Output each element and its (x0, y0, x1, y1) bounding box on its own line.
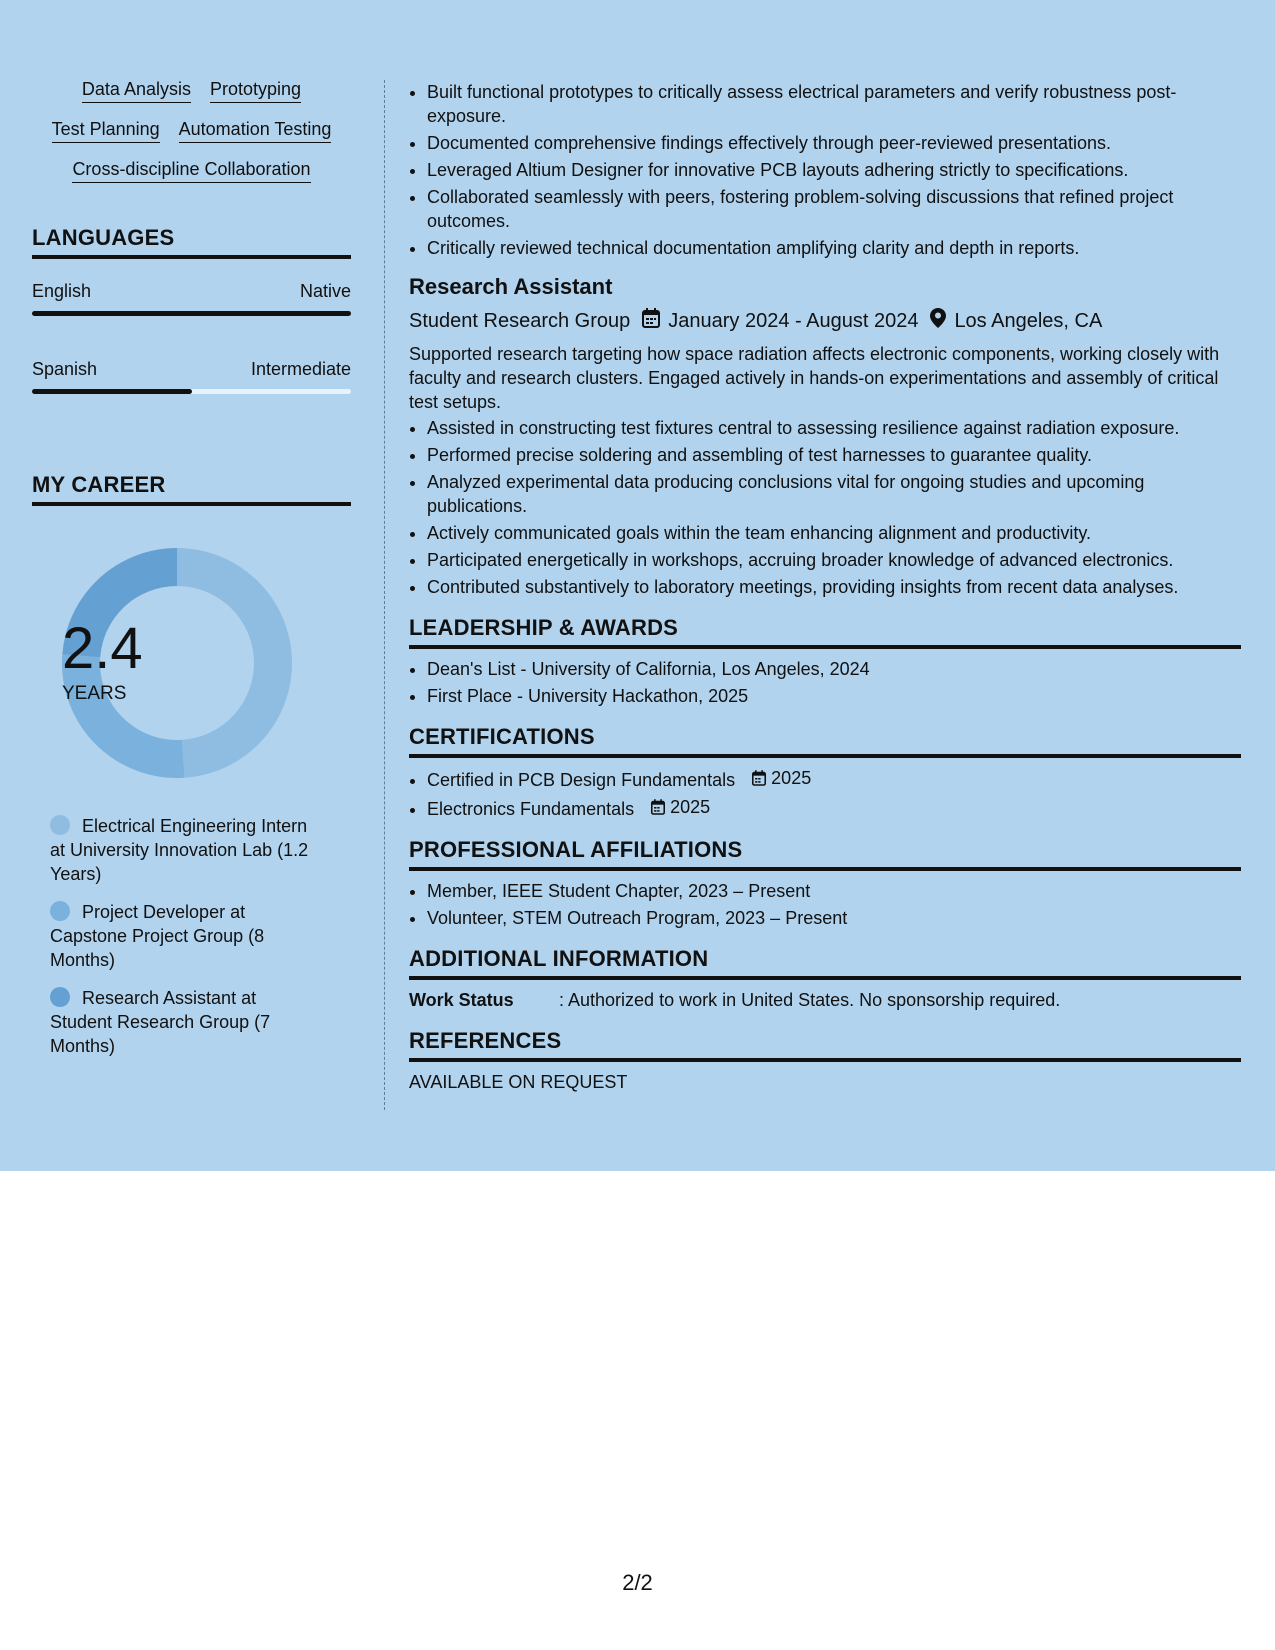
legend-dot (50, 901, 70, 921)
left-column (32, 80, 351, 1072)
certification-year: 2025 (771, 768, 812, 788)
bullet-item: • Contributed substantively to laboratory meetings, providing insights from recent data analyses. (427, 575, 1241, 599)
career-donut-chart (62, 548, 292, 778)
work-status-label: Work Status (409, 990, 514, 1010)
bullet-item: • Participated energetically in workshops, accruing broader knowledge of advanced electronics. (427, 548, 1241, 572)
work-status-value: : Authorized to work in United States. No sponsorship required. (559, 990, 1061, 1010)
skills-list (32, 80, 351, 183)
skill-tag: Automation Testing (179, 120, 332, 143)
certification-name: Certified in PCB Design Fundamentals (427, 770, 736, 790)
certification-name: Electronics Fundamentals (427, 799, 635, 819)
languages-heading: LANGUAGES (32, 225, 351, 259)
career-legend-item (50, 986, 320, 1058)
skill-tag: Data Analysis (82, 80, 191, 103)
awards-heading: LEADERSHIP & AWARDS (409, 615, 1241, 649)
language-proficiency-bar (32, 389, 351, 394)
work-status-row (409, 988, 1241, 1012)
language-proficiency-bar (32, 311, 351, 316)
references-heading: REFERENCES (409, 1028, 1241, 1062)
additional-info-heading: ADDITIONAL INFORMATION (409, 946, 1241, 980)
language-level: Intermediate (250, 359, 351, 379)
experience-bullets (409, 80, 1241, 260)
references-text: AVAILABLE ON REQUEST (409, 1072, 628, 1092)
bullet-item: • Assisted in constructing test fixtures central to assessing resilience against radiation exposure. (427, 416, 1241, 440)
language-proficiency-fill (32, 311, 351, 316)
calendar-icon (752, 770, 766, 786)
affiliation-item: • Member, IEEE Student Chapter, 2023 – Present (427, 879, 1241, 903)
career-heading: MY CAREER (32, 472, 351, 506)
job-organization: Student Research Group (409, 309, 631, 332)
certifications-heading: CERTIFICATIONS (409, 724, 1241, 758)
career-legend-item (50, 900, 320, 972)
career-total-unit: YEARS (62, 683, 127, 704)
job-meta (409, 308, 1241, 334)
column-divider (384, 80, 385, 1110)
legend-label: Electrical Engineering Intern at University Innovation Lab (1.2 Years) (50, 816, 309, 884)
affiliations-heading: PROFESSIONAL AFFILIATIONS (409, 837, 1241, 871)
skill-tag: Test Planning (52, 120, 160, 143)
career-total-value: 2.4 (62, 616, 143, 681)
awards-list (409, 657, 1241, 708)
skill-tag: Cross-discipline Collaboration (72, 160, 310, 183)
skill-tag: Prototyping (210, 80, 301, 103)
location-pin-icon (930, 308, 946, 334)
job-description: Supported research targeting how space radiation affects electronic components, working closely with faculty and research clusters. Engaged actively in hands-on experimentations and assembly of critical test setups. (409, 344, 1220, 412)
bullet-item: • Collaborated seamlessly with peers, fostering problem-solving discussions that refined project outcomes. (427, 185, 1241, 233)
bullet-item: • Critically reviewed technical documentation amplifying clarity and depth in reports. (427, 236, 1241, 260)
calendar-icon (642, 308, 660, 334)
job-location: Los Angeles, CA (954, 309, 1103, 332)
affiliations-list (409, 879, 1241, 930)
bullet-item: • Documented comprehensive findings effectively through peer-reviewed presentations. (427, 131, 1241, 155)
language-item (32, 359, 351, 394)
certification-item (427, 795, 1241, 821)
affiliation-item: • Volunteer, STEM Outreach Program, 2023 – Present (427, 906, 1241, 930)
calendar-icon (651, 799, 665, 815)
legend-label: Project Developer at Capstone Project Group (8 Months) (50, 902, 265, 970)
bullet-item: • Performed precise soldering and assembling of test harnesses to guarantee quality. (427, 443, 1241, 467)
language-name: Spanish (32, 359, 98, 379)
bullet-item: • Leveraged Altium Designer for innovative PCB layouts adhering strictly to specifications. (427, 158, 1241, 182)
bullet-item: • Analyzed experimental data producing conclusions vital for ongoing studies and upcoming publications. (427, 470, 1241, 518)
certification-year: 2025 (670, 797, 711, 817)
language-proficiency-fill (32, 389, 192, 394)
legend-dot (50, 987, 70, 1007)
job-dates: January 2024 - August 2024 (668, 309, 919, 332)
job-bullets (409, 416, 1241, 599)
legend-label: Research Assistant at Student Research Group (7 Months) (50, 988, 271, 1056)
bullet-item: • Actively communicated goals within the team enhancing alignment and productivity. (427, 521, 1241, 545)
award-item: • Dean's List - University of California, Los Angeles, 2024 (427, 657, 1241, 681)
language-item (32, 281, 351, 316)
language-name: English (32, 281, 92, 301)
right-column (409, 80, 1241, 1094)
page-number: 2/2 (622, 1570, 653, 1595)
bullet-item: • Built functional prototypes to critically assess electrical parameters and verify robustness post-exposure. (427, 80, 1241, 128)
certification-item (427, 766, 1241, 792)
job-title: Research Assistant (409, 274, 613, 299)
certifications-list (409, 766, 1241, 821)
legend-dot (50, 815, 70, 835)
award-item: • First Place - University Hackathon, 2025 (427, 684, 1241, 708)
career-legend-item (50, 814, 320, 886)
career-legend (50, 814, 320, 1058)
language-level: Native (299, 281, 351, 301)
